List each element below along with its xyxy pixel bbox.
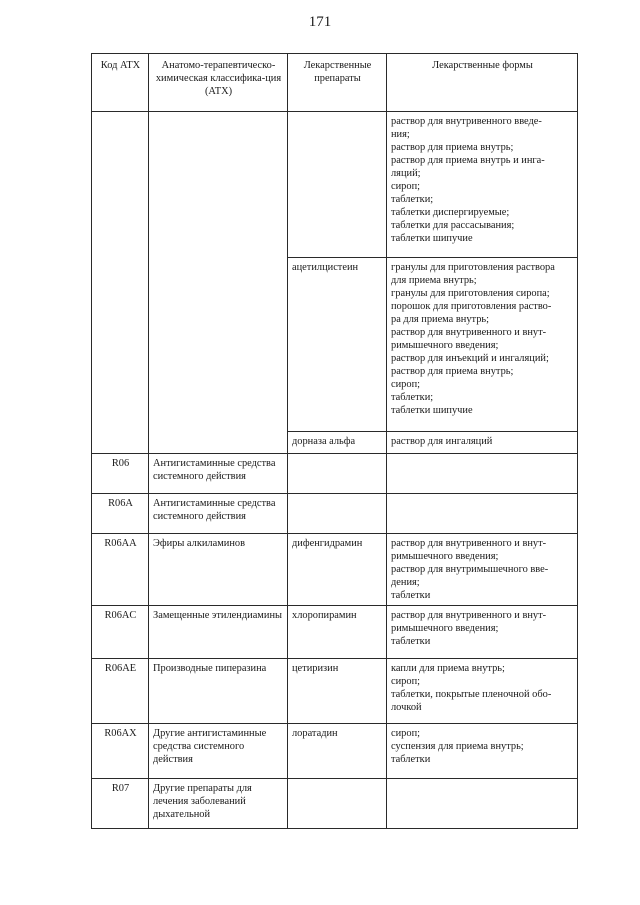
cell-forms	[387, 112, 578, 258]
cell-classification: Производные пиперазина	[149, 659, 288, 724]
cell-drug: лоратадин	[288, 724, 387, 779]
cell-forms	[387, 454, 578, 494]
table-body	[92, 112, 578, 829]
table-row	[92, 494, 578, 534]
form-line: раствор для внутривенного и внут-	[391, 610, 547, 621]
form-line: таблетки шипучие	[391, 405, 473, 416]
table-row	[92, 606, 578, 659]
header-forms: Лекарственные формы	[387, 54, 578, 112]
cell-code: R06	[92, 454, 149, 494]
cell-classification: Антигистаминные средства системного действия	[149, 454, 288, 494]
form-line: раствор для внутримышечного вве-	[391, 564, 549, 575]
atx-drug-table	[91, 53, 578, 829]
form-line: таблетки	[391, 636, 431, 647]
form-line: раствор для приема внутрь;	[391, 366, 514, 377]
table-row	[92, 724, 578, 779]
cell-forms	[387, 659, 578, 724]
cell-classification: Другие препараты для лечения заболеваний дыхательной	[149, 779, 288, 829]
form-line: сироп;	[391, 181, 421, 192]
form-line: лочкой	[391, 702, 422, 713]
form-line: суспензия для приема внутрь;	[391, 741, 524, 752]
cell-classification: Антигистаминные средства системного действия	[149, 494, 288, 534]
form-line: для приема внутрь;	[391, 275, 477, 286]
cell-code: R06AX	[92, 724, 149, 779]
cell-code: R07	[92, 779, 149, 829]
form-line: римышечного введения;	[391, 340, 499, 351]
form-line: раствор для ингаляций	[391, 436, 493, 447]
form-line: таблетки, покрытые пленочной обо-	[391, 689, 552, 700]
cell-drug: дифенгидрамин	[288, 534, 387, 606]
form-line: таблетки;	[391, 392, 434, 403]
form-line: капли для приема внутрь;	[391, 663, 505, 674]
form-line: сироп;	[391, 728, 421, 739]
form-line: раствор для приема внутрь и инга-	[391, 155, 545, 166]
cell-drug	[288, 112, 387, 258]
form-line: гранулы для приготовления раствора	[391, 262, 555, 273]
header-code: Код ATX	[92, 54, 149, 112]
form-line: раствор для внутривенного введе-	[391, 116, 542, 127]
form-line: раствор для внутривенного и внут-	[391, 538, 547, 549]
form-line: таблетки шипучие	[391, 233, 473, 244]
form-line: ляций;	[391, 168, 421, 179]
form-line: раствор для приема внутрь;	[391, 142, 514, 153]
cell-drug: дорназа альфа	[288, 432, 387, 454]
cell-code: R06A	[92, 494, 149, 534]
header-classification: Анатомо-терапевтическо-химическая классифика-ция (ATX)	[149, 54, 288, 112]
table-row	[92, 659, 578, 724]
table-row	[92, 112, 578, 258]
form-line: таблетки диспергируемые;	[391, 207, 510, 218]
form-line: раствор для внутривенного и внут-	[391, 327, 547, 338]
cell-code	[92, 112, 149, 454]
cell-drug	[288, 779, 387, 829]
cell-forms	[387, 432, 578, 454]
cell-code: R06AC	[92, 606, 149, 659]
form-line: таблетки для рассасывания;	[391, 220, 515, 231]
cell-forms	[387, 258, 578, 432]
form-line: раствор для инъекций и ингаляций;	[391, 353, 549, 364]
form-line: гранулы для приготовления сиропа;	[391, 288, 550, 299]
cell-forms	[387, 606, 578, 659]
form-line: римышечного введения;	[391, 623, 499, 634]
page-number: 171	[308, 14, 332, 30]
table-row	[92, 454, 578, 494]
cell-drug: цетиризин	[288, 659, 387, 724]
header-drugs: Лекарственные препараты	[288, 54, 387, 112]
form-line: ра для приема внутрь;	[391, 314, 490, 325]
cell-classification: Эфиры алкиламинов	[149, 534, 288, 606]
form-line: таблетки	[391, 590, 431, 601]
form-line: сироп;	[391, 379, 421, 390]
cell-classification: Другие антигистаминные средства системного действия	[149, 724, 288, 779]
form-line: сироп;	[391, 676, 421, 687]
cell-forms	[387, 534, 578, 606]
cell-classification	[149, 112, 288, 454]
cell-code: R06AA	[92, 534, 149, 606]
form-line: ния;	[391, 129, 410, 140]
cell-code: R06AE	[92, 659, 149, 724]
form-line: дения;	[391, 577, 420, 588]
cell-forms	[387, 779, 578, 829]
form-line: римышечного введения;	[391, 551, 499, 562]
cell-drug: хлоропирамин	[288, 606, 387, 659]
cell-drug: ацетилцистеин	[288, 258, 387, 432]
table-row	[92, 779, 578, 829]
cell-drug	[288, 454, 387, 494]
form-line: таблетки	[391, 754, 431, 765]
form-line: таблетки;	[391, 194, 434, 205]
table-header-row	[92, 54, 578, 112]
cell-forms	[387, 724, 578, 779]
cell-forms	[387, 494, 578, 534]
cell-classification: Замещенные этилендиамины	[149, 606, 288, 659]
table-row	[92, 534, 578, 606]
form-line: порошок для приготовления раство-	[391, 301, 552, 312]
cell-drug	[288, 494, 387, 534]
